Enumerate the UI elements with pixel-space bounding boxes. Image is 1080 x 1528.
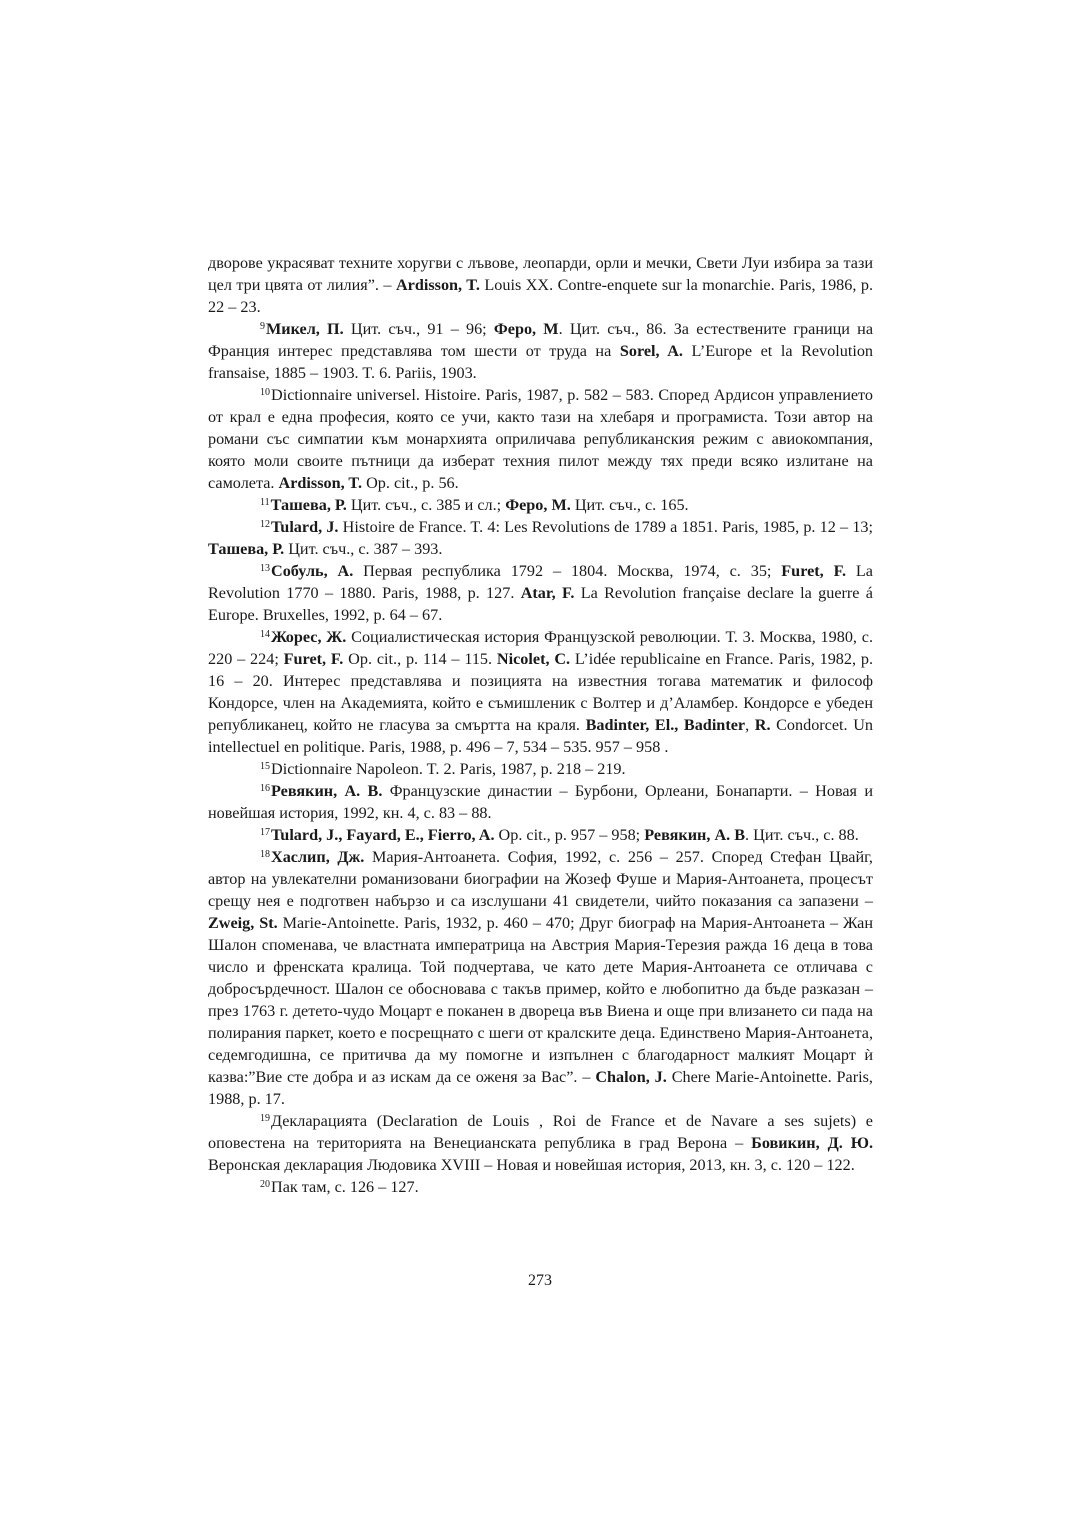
footnote-text: Marie-Antoinette. Paris, 1932, p. 460 – 470; Друг биограф на Мария-Антоанета – Жан Шалон споменава, че властната императрица на Австрия Мария-Терезия ражда 16 деца в това число и френската кралица. Той подчертава, че като дете Мария-Антоанета се отличава с добросърдечност. Шалон се обосновава с такъв пример, който е любопитно да бъде разказан – през 1763 г. детето-чудо Моцарт е поканен в двореца във Виена и още при влизането си пада на полирания паркет, което е посрещнато с шеги от кралските деца. Единствено Мария-Антоанета, седемгодишна, се притичва да му помогне и изпълнен с благодарност малкият Моцарт ѝ казва:”Вие сте добра и аз искам да се оженя за Вас”. – (208, 914, 874, 1086)
footnote-text: Op. cit., p. 56. (362, 474, 459, 492)
footnote-author: Ревякин, А. В (644, 826, 746, 844)
footnote-author: Ташева, Р. (208, 540, 285, 558)
footnotes-block (208, 252, 873, 1198)
footnote-text: Французские династии – Бурбони, Орлеани, Бонапарти. – Новая и новейшая история, 1992, кн. 4, с. 83 – 88. (208, 782, 873, 822)
footnote-author: Феро, М. (505, 496, 571, 514)
footnote-text: L’Europe et la Revolution fransaise, 1885 – 1903. T. 6. Pariis, 1903. (208, 342, 874, 382)
footnote-text: Dictionnaire Napoleon. T. 2. Paris, 1987, p. 218 – 219. (271, 760, 626, 778)
footnote (208, 1176, 873, 1198)
footnote-author: Ardisson, T. (395, 276, 480, 294)
footnote-text: Op. cit., p. 957 – 958; (494, 826, 645, 844)
footnote-text: Op. cit., p. 114 – 115. (343, 650, 497, 668)
footnote-text: Histoire de France. T. 4: Les Revolutions de 1789 a 1851. Paris, 1985, p. 12 – 13; (338, 518, 874, 536)
footnote-text: Chere Marie-Antoinette. Paris, 1988, p. 17. (208, 1068, 873, 1108)
footnote-number: 13 (260, 563, 270, 574)
footnote (208, 824, 873, 846)
footnote (208, 780, 873, 824)
footnote-text: . Цит. съч., 86. За естествените граници на Франция интерес представлява том шести от труда на (208, 320, 874, 360)
footnote-number: 14 (260, 629, 270, 640)
footnote-number: 18 (260, 849, 270, 860)
footnote (208, 1110, 873, 1176)
page-number: 273 (528, 1272, 552, 1289)
footnote-author: Микел, П. (266, 320, 344, 338)
footnote (208, 560, 873, 626)
footnote-author: Феро, М (493, 320, 559, 338)
footnote-text: , (745, 716, 755, 734)
footnote (208, 758, 873, 780)
footnote-text: Цит. съч., с. 385 и сл.; (346, 496, 506, 514)
footnote-author: Жорес, Ж. (271, 628, 347, 646)
footnote-author: Chalon, J. (595, 1068, 667, 1086)
footnote-number: 10 (260, 387, 270, 398)
footnote-author: Бовикин, Д. Ю. (751, 1134, 873, 1152)
footnote-author: Tulard, J., Fayard, E., Fierro, A. (271, 826, 495, 844)
footnote-author: Furet, F. (781, 562, 847, 580)
footnote-text: Декларацията (Declaration de Louis , Roi de France et de Navare a ses sujets) е оповестена на територията на Венецианската република в град Верона – (208, 1112, 873, 1152)
footnote-text: Цит. съч., 91 – 96; (343, 320, 494, 338)
footnote-number: 19 (260, 1113, 270, 1124)
footnote-author: Sorel, A. (619, 342, 683, 360)
footnote-text: L’idée republicaine en France. Paris, 1982, p. 16 – 20. Интерес представлява и позицията на известния тогава математик и философ Кондорсе, член на Академията, който е съмишленик с Волтер и д’Аламбер. Кондорсе е убеден републиканец, който не гласува за смъртта на краля. (208, 650, 873, 734)
footnote-text: Цит. съч., с. 387 – 393. (284, 540, 443, 558)
footnote-author: Ревякин, А. В. (271, 782, 383, 800)
footnote-number: 11 (260, 497, 270, 508)
footnote-number: 15 (260, 761, 270, 772)
footnote (208, 384, 873, 494)
footnote-text: дворове украсяват техните хоругви с лъвове, леопарди, орли и мечки, Свети Луи избира за тази цел три цвята от лилия”. – (208, 254, 873, 294)
footnote-author: Atar, F. (520, 584, 575, 602)
footnote-author: Badinter, El., Badinter (585, 716, 746, 734)
footnote-text: Dictionnaire universel. Histoire. Paris, 1987, p. 582 – 583. Според Ардисон управлението от крал е една професия, която се учи, както тази на хлебаря и програмиста. Този автор на романи със симпатии към монархията оприличава републиканския режим с авиокомпания, която моли своите пътници да изберат техния пилот между тях преди всяко излитане на самолета. (208, 386, 873, 492)
footnote-text: Социалистическая история Французской революции. Т. 3. Москва, 1980, с. 220 – 224; (208, 628, 873, 668)
footnote (208, 318, 873, 384)
footnote-author: Zweig, St. (208, 914, 278, 932)
footnote-author: R. (754, 716, 771, 734)
footnote-author: Furet, F. (283, 650, 344, 668)
footnote-text: Первая республика 1792 – 1804. Москва, 1974, с. 35; (353, 562, 782, 580)
footnote-text: Цит. съч., с. 165. (570, 496, 689, 514)
footnote-text: La Revolution française declare la guerre á Europe. Bruxelles, 1992, p. 64 – 67. (208, 584, 873, 624)
footnote-number: 20 (260, 1179, 270, 1190)
footnote-author: Ташева, Р. (270, 496, 347, 514)
footnote (208, 516, 873, 560)
footnote-text: Louis XX. Contre-enquete sur la monarchie. Paris, 1986, p. 22 – 23. (208, 276, 873, 316)
footnote-number: 12 (260, 519, 270, 530)
footnote-text: . Цит. съч., с. 88. (745, 826, 859, 844)
footnote-text: Пак там, с. 126 – 127. (271, 1178, 419, 1196)
footnote-number: 17 (260, 827, 270, 838)
footnote-number: 9 (260, 321, 265, 332)
footnote (208, 252, 873, 318)
footnote (208, 626, 873, 758)
footnote-text: Веронская декларация Людовика XVIII – Новая и новейшая история, 2013, кн. 3, с. 120 – 122. (208, 1156, 855, 1174)
footnote-author: Собуль, А. (271, 562, 354, 580)
footnote-text: La Revolution 1770 – 1880. Paris, 1988, p. 127. (208, 562, 873, 602)
footnote-author: Nicolet, C. (496, 650, 571, 668)
footnote-text: Condorcet. Un intellectuel en politique. Paris, 1988, p. 496 – 7, 534 – 535. 957 – 958 . (208, 716, 874, 756)
footnote-text: Мария-Антоанета. София, 1992, с. 256 – 257. Според Стефан Цвайг, автор на увлекателни романизовани биографии на Жозеф Фуше и Мария-Антоанета, процесът срещу нея е подготвен набързо и са изслушани 41 свидетели, чийто показания са запазени – (208, 848, 873, 910)
footnote-author: Ardisson, T. (278, 474, 363, 492)
footnote (208, 846, 873, 1110)
footnote-author: Tulard, J. (271, 518, 339, 536)
footnote-author: Хаслип, Дж. (271, 848, 365, 866)
footnote (208, 494, 873, 516)
footnote-number: 16 (260, 783, 270, 794)
